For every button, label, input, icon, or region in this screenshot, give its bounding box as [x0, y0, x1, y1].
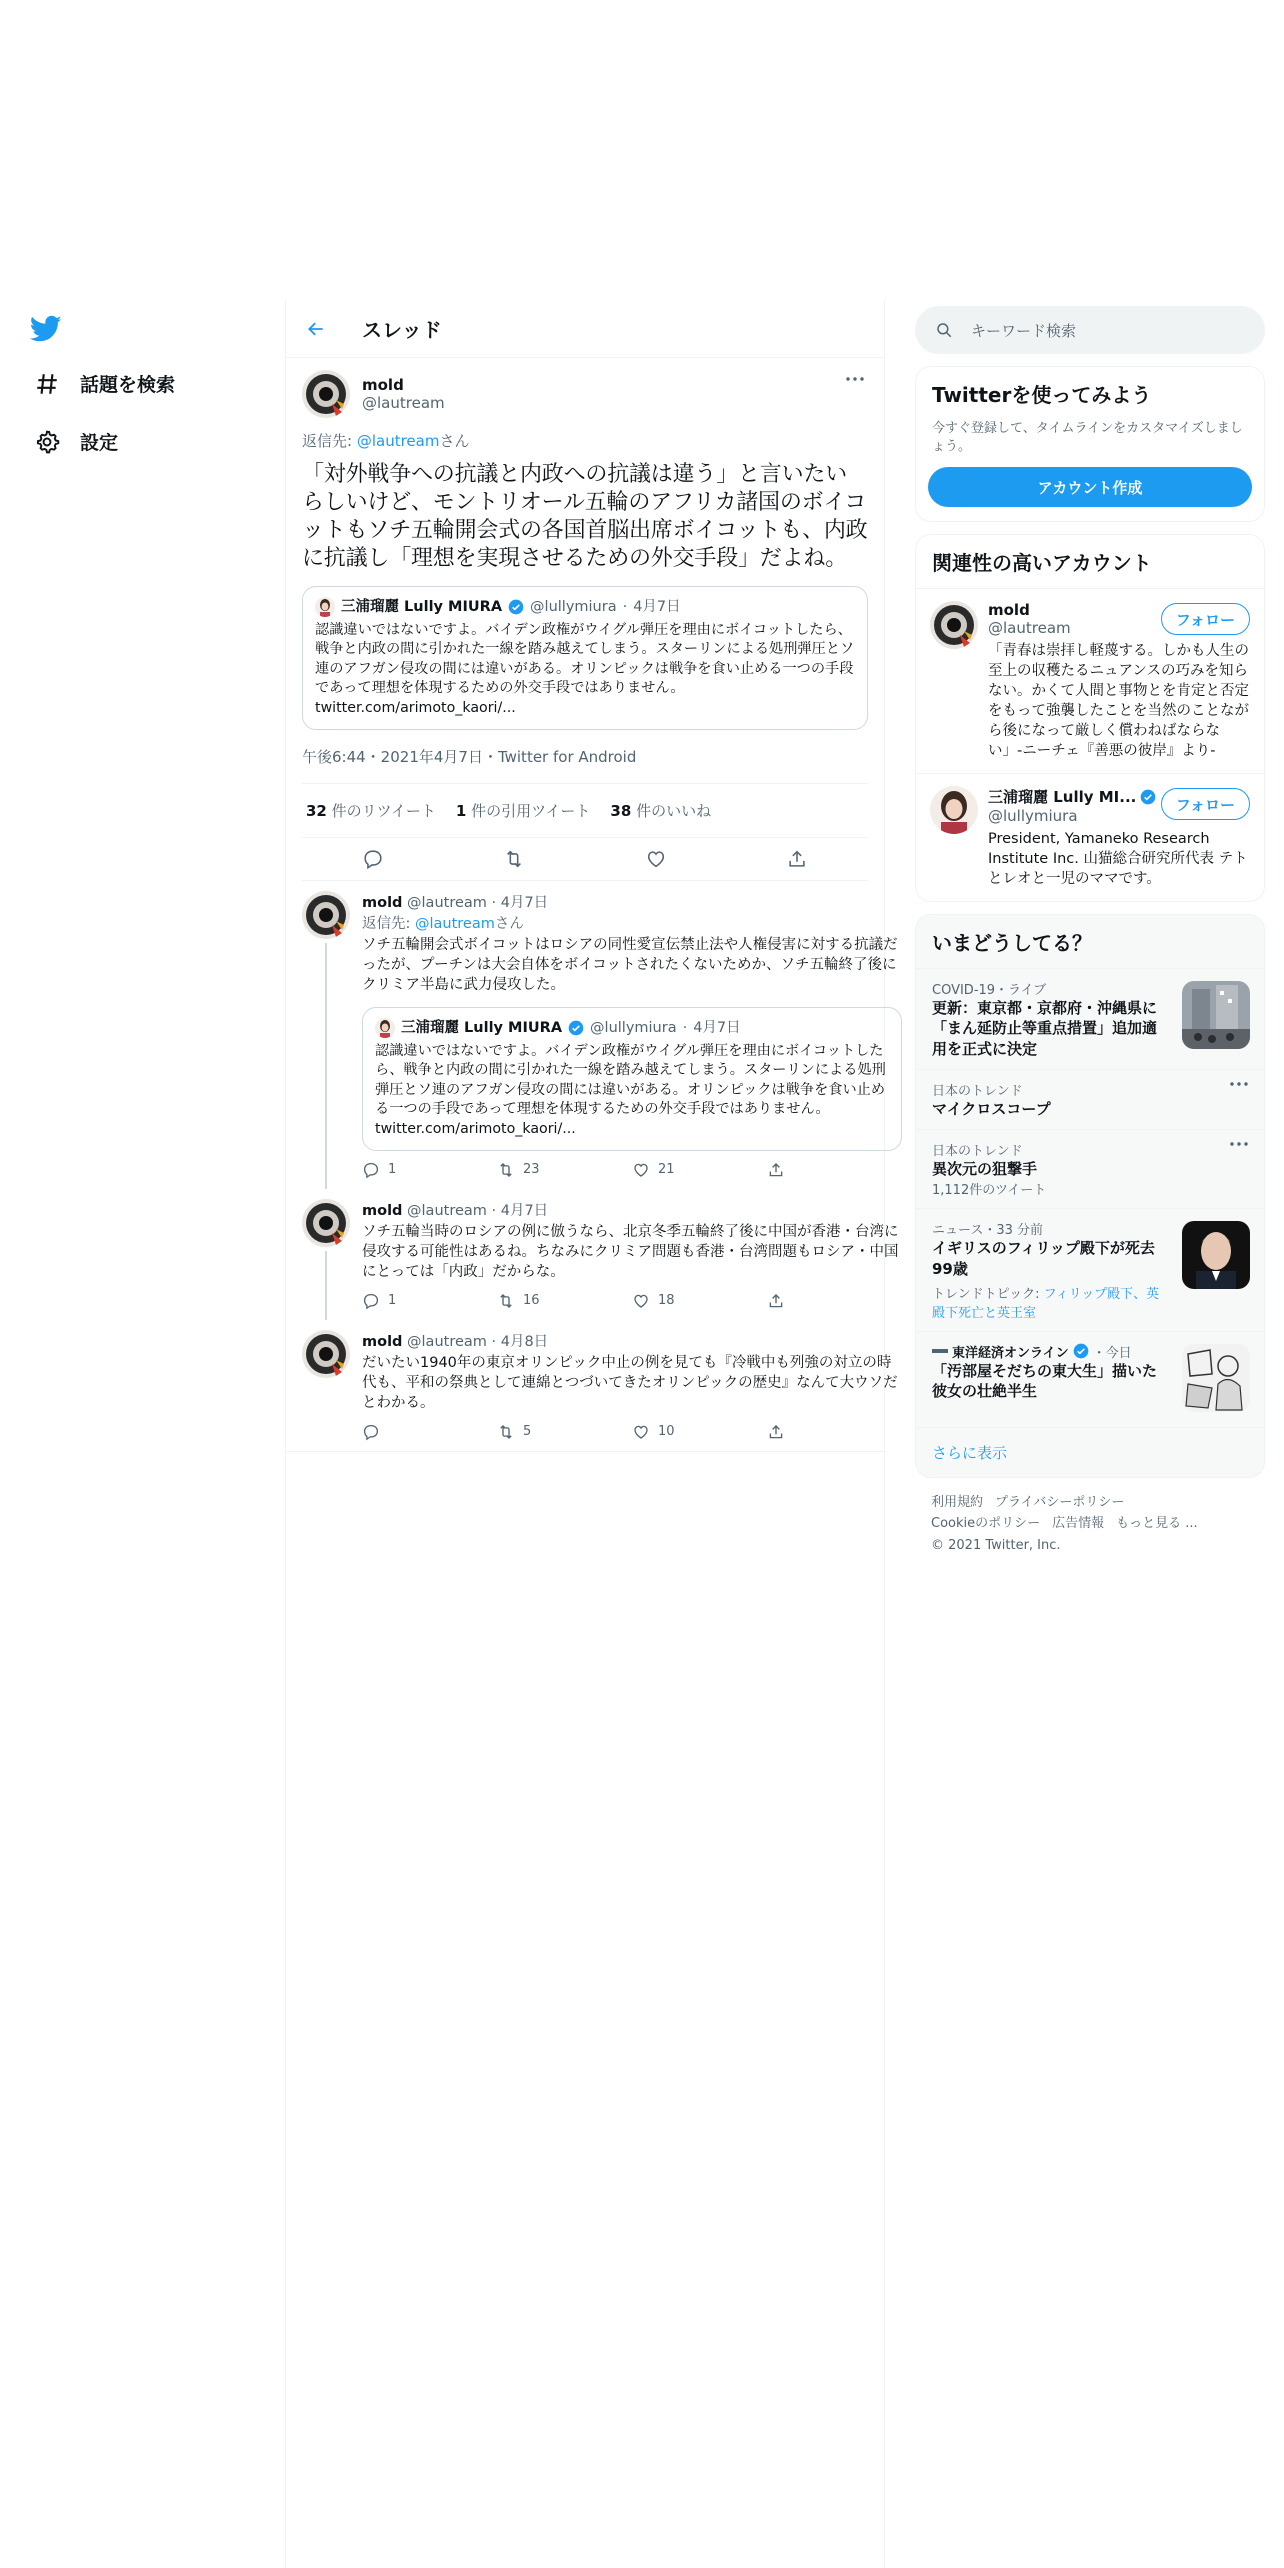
- retweet-icon[interactable]: [497, 1292, 632, 1310]
- quote-text: 認識違いではないですよ。バイデン政権がウイグル弾圧を理由にボイコットしたら、戦争と内政の間に引かれた一線を踏み越えてしまう。スターリンによる処刑弾圧とソ連のアフガン侵攻の間には違いがある。オリンピックは戦争を食い止める一つの手段であって理想を体現するための外交手段ではありません。 twitter.com/arimoto_kaori/...: [375, 1042, 886, 1137]
- trend-item[interactable]: [916, 1331, 1264, 1427]
- quote-avatar: [375, 1018, 395, 1038]
- verified-badge-icon: [568, 1020, 584, 1036]
- search-box[interactable]: [915, 306, 1265, 354]
- quote-count[interactable]: 1 件の引用ツイート: [455, 801, 591, 820]
- reply-tweet[interactable]: mold @lautream · 4月7日 ソチ五輪当時のロシアの例に倣うなら、北京冬季五輪終了後に中国が香港・台湾に侵攻する可能性はあるね。ちなみにクリミア問題も香港・台湾問題もロシア・中国にとっては「内政」だからな。 1 16 18: [286, 1189, 884, 1320]
- trend-category: COVID-19・ライブ: [932, 983, 1047, 999]
- verified-badge-icon: [508, 599, 524, 615]
- like-icon[interactable]: [645, 848, 667, 870]
- retweet-icon[interactable]: [497, 1161, 632, 1179]
- reply-tweet[interactable]: mold @lautream · 4月7日 返信先: @lautreamさん ソチ五輪開会式ボイコットはロシアの同性愛宣伝禁止法や人権侵害に対する抗議だったが、プーチンは大会自体をボイコットされたくないためか、ソチ五輪終了後にクリミア半島に武力侵攻した。 三浦瑠麗 Lully MIURA @lullymiura · 4月7日 認識違いではないですよ。バイデン政権がウイグル弾圧を理由にボイコットしたら、戦争と内政の間に引かれた一線を踏み越えてしまう。スターリンによる処刑弾圧とソ連のアフガン侵攻の間には違いがある。オリンピックは戦争を食い止める一つの手段であって理想を体現するための外交手段ではありません。 twitter.com/arimoto_kaori/... 1 23 21: [286, 881, 884, 1189]
- reply-to-handle[interactable]: @lautream: [356, 432, 440, 450]
- quoted-tweet[interactable]: 三浦瑠麗 Lully MIURA @lullymiura · 4月7日 認識違いではないですよ。バイデン政権がウイグル弾圧を理由にボイコットしたら、戦争と内政の間に引かれた一線を踏み越えてしまう。スターリンによる処刑弾圧とソ連のアフガン侵攻の間には違いがある。オリンピックは戦争を食い止める一つの手段であって理想を体現するための外交手段ではありません。 twitter.com/arimoto_kaori/...: [302, 586, 868, 730]
- twitter-logo-icon[interactable]: [30, 315, 62, 343]
- quote-author-handle: @lullymiura: [530, 598, 617, 615]
- footer-link[interactable]: もっと見る ...: [1116, 1516, 1198, 1532]
- avatar[interactable]: [302, 1330, 350, 1378]
- footer-link[interactable]: 広告情報: [1052, 1516, 1105, 1532]
- trend-item[interactable]: [916, 968, 1264, 1069]
- reply-count: 1: [388, 1293, 397, 1309]
- thread-column: [285, 300, 899, 2568]
- reply-author-name[interactable]: mold: [362, 894, 403, 911]
- reply-date[interactable]: 4月7日: [500, 894, 549, 911]
- reply-date[interactable]: 4月7日: [500, 1202, 549, 1219]
- more-options-icon[interactable]: [1230, 1142, 1248, 1146]
- trend-title: 異次元の狙撃手: [932, 1160, 1038, 1179]
- relevant-accounts-card: [915, 534, 1265, 902]
- reply-author-handle[interactable]: @lautream: [407, 1202, 487, 1219]
- trend-category: ニュース・33 分前: [932, 1223, 1044, 1239]
- trend-item[interactable]: [916, 1069, 1264, 1129]
- share-icon[interactable]: [786, 848, 808, 870]
- avatar[interactable]: [930, 786, 978, 834]
- nav-settings-label: 設定: [80, 432, 119, 454]
- reply-text: だいたい1940年の東京オリンピック中止の例を見ても『冷戦中も列強の対立の時代も、平和の祭典として連綿とつづいてきたオリンピックの歴史』なんて大ウソだとわかる。: [362, 1354, 898, 1411]
- follow-button[interactable]: フォロー: [1161, 603, 1250, 635]
- reply-count: 1: [388, 1162, 397, 1178]
- reply-to: [302, 430, 868, 451]
- tweet-stats: [302, 784, 868, 838]
- news-time: ・今日: [1092, 1345, 1132, 1361]
- search-input[interactable]: キーワード検索: [971, 321, 1077, 340]
- reply-actions: [362, 1161, 902, 1179]
- like-icon[interactable]: [632, 1292, 767, 1310]
- main-tweet: [286, 358, 884, 881]
- account-name[interactable]: mold: [988, 601, 1030, 620]
- more-options-icon[interactable]: [844, 372, 866, 386]
- reply-icon[interactable]: [362, 1292, 497, 1310]
- retweet-icon[interactable]: [503, 848, 525, 870]
- trend-count: 1,112件のツイート: [932, 1183, 1047, 1199]
- nav-explore-label: 話題を検索: [80, 374, 176, 396]
- like-icon[interactable]: [632, 1161, 767, 1179]
- tweet-text: 「対外戦争への抗議と内政への抗議は違う」と言いたいらしいけど、モントリオール五輪のアフリカ諸国のボイコットもソチ五輪開会式の各国首脳出席ボイコットも、内政に抗議し「理想を実現させるための外交手段」だよね。: [302, 462, 868, 572]
- quote-date: 4月7日: [693, 1019, 741, 1036]
- avatar[interactable]: [302, 891, 350, 939]
- copyright: © 2021 Twitter, Inc.: [931, 1537, 1061, 1553]
- quote-avatar: [315, 597, 335, 617]
- like-count: 21: [658, 1162, 675, 1178]
- relevant-title: 関連性の高いアカウント: [932, 551, 1152, 576]
- trends-card: [915, 914, 1265, 1478]
- quoted-tweet[interactable]: 三浦瑠麗 Lully MIURA @lullymiura · 4月7日 認識違いではないですよ。バイデン政権がウイグル弾圧を理由にボイコットしたら、戦争と内政の間に引かれた一線を踏み越えてしまう。スターリンによる処刑弾圧とソ連のアフガン侵攻の間には違いがある。オリンピックは戦争を食い止める一つの手段であって理想を体現するための外交手段ではありません。 twitter.com/arimoto_kaori/...: [362, 1007, 902, 1151]
- account-item[interactable]: [916, 773, 1264, 901]
- more-options-icon[interactable]: [1230, 1082, 1248, 1086]
- search-icon: [935, 321, 953, 339]
- reply-icon[interactable]: [362, 1423, 497, 1441]
- like-icon[interactable]: [632, 1423, 767, 1441]
- retweet-count: 16: [523, 1293, 540, 1309]
- verified-badge-icon: [1140, 789, 1156, 805]
- trends-title: いまどうしてる？: [932, 931, 1092, 956]
- trend-category: 日本のトレンド: [932, 1083, 1023, 1099]
- footer-link[interactable]: プライバシーポリシー: [995, 1494, 1125, 1510]
- footer-link[interactable]: Cookieのポリシー: [931, 1516, 1041, 1532]
- avatar[interactable]: [930, 601, 978, 649]
- back-arrow-icon[interactable]: [300, 313, 332, 345]
- reply-icon[interactable]: [362, 848, 384, 870]
- trend-title: マイクロスコープ: [932, 1099, 1051, 1118]
- trend-category: 日本のトレンド: [932, 1144, 1023, 1160]
- thread-line: [325, 943, 327, 1189]
- quote-date: 4月7日: [633, 598, 681, 615]
- follow-button[interactable]: フォロー: [1161, 788, 1250, 820]
- trend-topic-link[interactable]: フィリップ殿下、英殿下死亡と英王室: [932, 1286, 1160, 1321]
- create-account-button[interactable]: アカウント作成: [928, 467, 1252, 507]
- author-name[interactable]: mold: [362, 376, 404, 394]
- trend-title: イギリスのフィリップ殿下が死去 99歳: [932, 1239, 1155, 1278]
- reply-to-handle[interactable]: @lautream: [415, 915, 495, 932]
- reply-author-name[interactable]: mold: [362, 1333, 403, 1350]
- signup-title: Twitterを使ってみよう: [932, 383, 1152, 407]
- trend-item[interactable]: [916, 1208, 1264, 1331]
- account-handle[interactable]: @lullymiura: [988, 807, 1078, 826]
- author-handle[interactable]: @lautream: [362, 394, 445, 412]
- news-source: 東洋経済オンライン: [952, 1345, 1069, 1361]
- tweet-timestamp[interactable]: 午後6:44・2021年4月7日・Twitter for Android: [302, 746, 868, 784]
- reply-text: ソチ五輪開会式ボイコットはロシアの同性愛宣伝禁止法や人権侵害に対する抗議だったが、プーチンは大会自体をボイコットされたくないためか、ソチ五輪終了後にクリミア半島に武力侵攻した。: [362, 936, 898, 993]
- trend-topic-prefix: トレンドトピック:: [932, 1286, 1044, 1302]
- reply-prefix: 返信先:: [302, 432, 357, 450]
- reply-actions: [362, 1292, 902, 1310]
- retweet-icon[interactable]: [497, 1423, 632, 1441]
- footer: [915, 1478, 1265, 1570]
- reply-to: 返信先: @lautreamさん: [362, 915, 524, 932]
- account-bio: 「青春は崇拝し軽蔑する。しかも人生の至上の収穫たるニュアンスの巧みを知らない。かくて人間と事物とを肯定と否定をもって強襲したことを当然のことながら後になって厳しく償わねばならない」-ニーチェ『善悪の彼岸』より-: [988, 643, 1249, 760]
- quote-author-handle: @lullymiura: [590, 1019, 677, 1036]
- reply-text: ソチ五輪当時のロシアの例に倣うなら、北京冬季五輪終了後に中国が香港・台湾に侵攻する可能性はあるね。ちなみにクリミア問題も香港・台湾問題もロシア・中国にとっては「内政」だからな。: [362, 1223, 899, 1280]
- share-icon[interactable]: [767, 1161, 902, 1179]
- page-title: スレッド: [362, 318, 442, 342]
- footer-link[interactable]: 利用規約: [931, 1494, 984, 1510]
- like-count: 18: [658, 1293, 675, 1309]
- nav-explore[interactable]: [34, 370, 175, 397]
- account-item[interactable]: [916, 588, 1264, 773]
- right-sidebar: [915, 300, 1265, 1570]
- reply-author-handle[interactable]: @lautream: [407, 894, 487, 911]
- signup-text: 今すぐ登録して、タイムラインをカスタマイズしましょう。: [932, 421, 1243, 454]
- trend-item[interactable]: [916, 1129, 1264, 1208]
- quote-author-name: 三浦瑠麗 Lully MIURA: [341, 598, 503, 615]
- trend-thumbnail: [1182, 1344, 1250, 1412]
- retweet-count[interactable]: 32 件のリツイート: [306, 801, 436, 820]
- share-icon[interactable]: [767, 1292, 902, 1310]
- reply-author-name[interactable]: mold: [362, 1202, 403, 1219]
- retweet-count: 23: [523, 1162, 540, 1178]
- reply-tweet[interactable]: mold @lautream · 4月8日 だいたい1940年の東京オリンピック中止の例を見ても『冷戦中も列強の対立の時代も、平和の祭典として連綿とつづいてきたオリンピックの歴史』なんて大ウソだとわかる。 5 10: [286, 1320, 884, 1452]
- signup-card: [915, 366, 1265, 522]
- quote-author-name: 三浦瑠麗 Lully MIURA: [401, 1019, 563, 1036]
- show-more-link[interactable]: さらに表示: [916, 1427, 1264, 1477]
- thread-line: [325, 1251, 327, 1320]
- trend-thumbnail: [1182, 1221, 1250, 1289]
- account-bio: President, Yamaneko Research Institute Inc. 山猫総合研究所代表 テトとレオと一児のママです。: [988, 831, 1248, 888]
- account-handle[interactable]: @lautream: [988, 619, 1071, 638]
- trend-title: 更新：東京都・京都府・沖縄県に「まん延防止等重点措置」追加適用を正式に決定: [932, 999, 1158, 1058]
- like-count[interactable]: 38 件のいいね: [610, 801, 712, 820]
- nav-settings[interactable]: [34, 428, 118, 455]
- reply-suffix: さん: [439, 432, 470, 450]
- tweet-actions: [302, 838, 868, 881]
- news-source-logo-icon: [932, 1346, 948, 1356]
- hashtag-icon: [34, 371, 60, 397]
- reply-author-handle[interactable]: @lautream: [407, 1333, 487, 1350]
- thread-header: [286, 300, 884, 358]
- reply-date[interactable]: 4月8日: [500, 1333, 549, 1350]
- reply-icon[interactable]: [362, 1161, 497, 1179]
- share-icon[interactable]: [767, 1423, 902, 1441]
- like-count: 10: [658, 1424, 675, 1440]
- trend-title: 「汚部屋そだちの東大生」描いた彼女の壮絶半生: [932, 1361, 1158, 1401]
- reply-actions: [362, 1423, 902, 1441]
- quote-text: 認識違いではないですよ。バイデン政権がウイグル弾圧を理由にボイコットしたら、戦争と内政の間に引かれた一線を踏み越えてしまう。スターリンによる処刑弾圧とソ連のアフガン侵攻の間には違いがある。オリンピックは戦争を食い止める一つの手段であって理想を体現するための外交手段ではありません。 twitter.com/arimoto_kaori/...: [315, 621, 855, 716]
- avatar[interactable]: [302, 370, 350, 418]
- gear-icon: [34, 429, 60, 455]
- trend-thumbnail: [1182, 981, 1250, 1049]
- avatar[interactable]: [302, 1199, 350, 1247]
- verified-badge-icon: [1073, 1343, 1089, 1359]
- account-name[interactable]: 三浦瑠麗 Lully MI...: [988, 788, 1137, 807]
- retweet-count: 5: [523, 1424, 532, 1440]
